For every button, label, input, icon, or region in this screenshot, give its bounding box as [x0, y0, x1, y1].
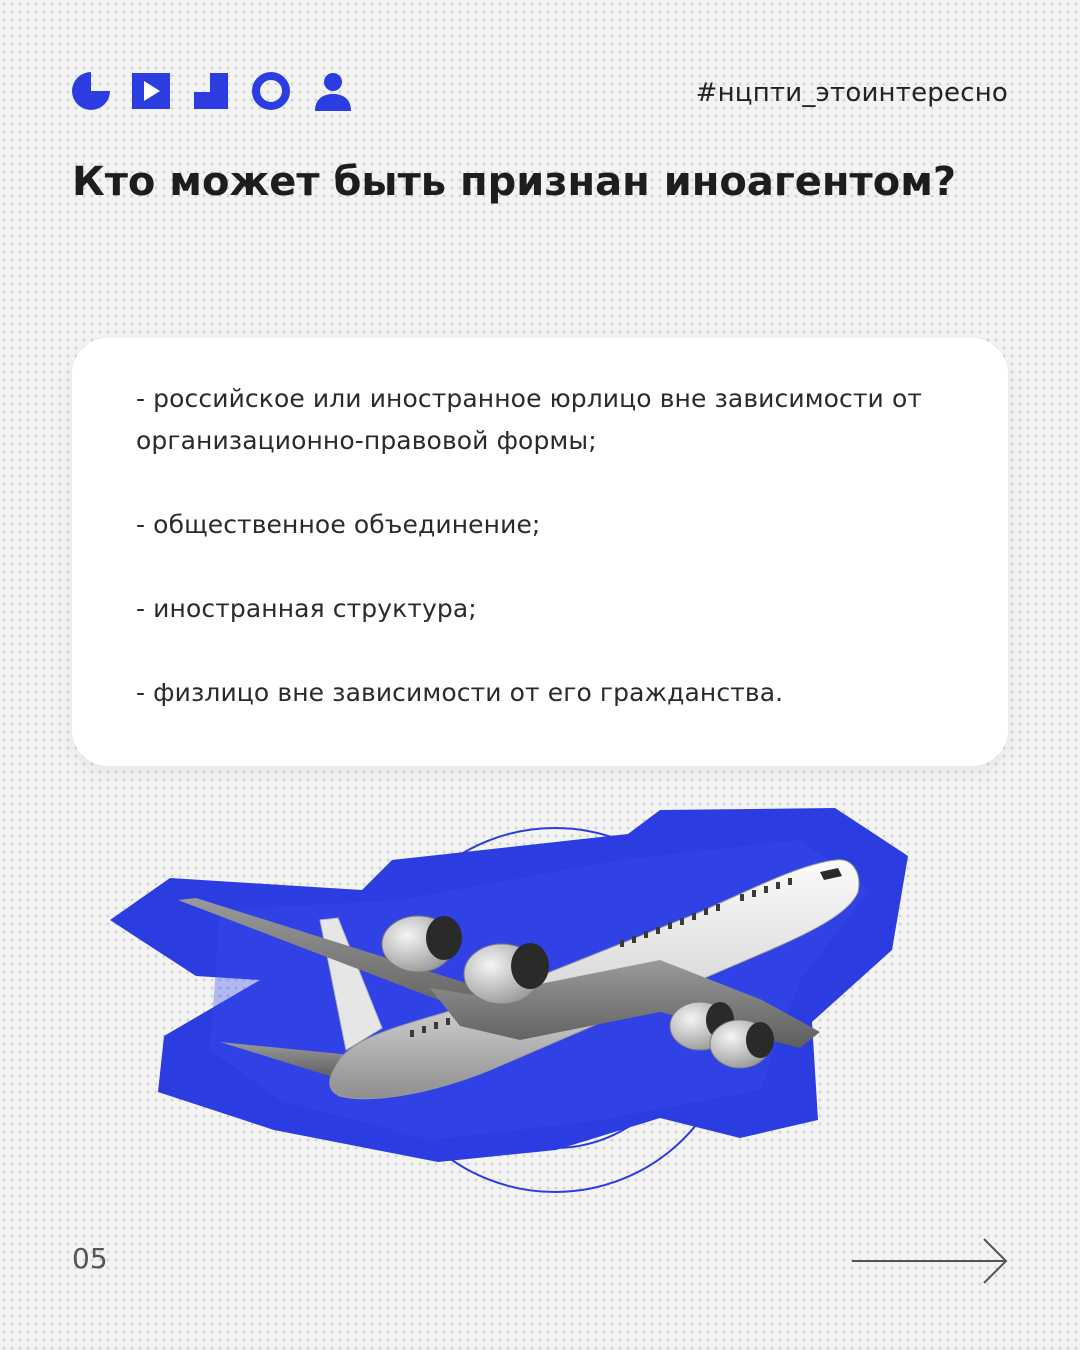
- play-square-icon: [132, 73, 170, 109]
- list-item: - общественное объединение;: [136, 510, 541, 539]
- list-item: - иностранная структура;: [136, 594, 477, 623]
- step-icon: [194, 73, 228, 109]
- page-number: 05: [72, 1242, 108, 1275]
- ring-icon: [256, 76, 286, 106]
- brand-logo: [72, 70, 362, 112]
- info-card: [72, 338, 1008, 766]
- airplane-illustration: [100, 800, 930, 1200]
- hashtag: #нцпти_этоинтересно: [695, 78, 1008, 108]
- list-item: - российское или иностранное юрлицо вне зависимости от организационно-правовой формы;: [136, 384, 923, 455]
- half-circle-icon: [72, 72, 110, 110]
- page-title: Кто может быть признан иноагентом?: [72, 159, 957, 205]
- list-item: - физлицо вне зависимости от его гражданства.: [136, 678, 784, 707]
- person-icon: [315, 73, 351, 111]
- arrow-right-icon[interactable]: [848, 1236, 1012, 1286]
- criteria-list: [72, 338, 1008, 714]
